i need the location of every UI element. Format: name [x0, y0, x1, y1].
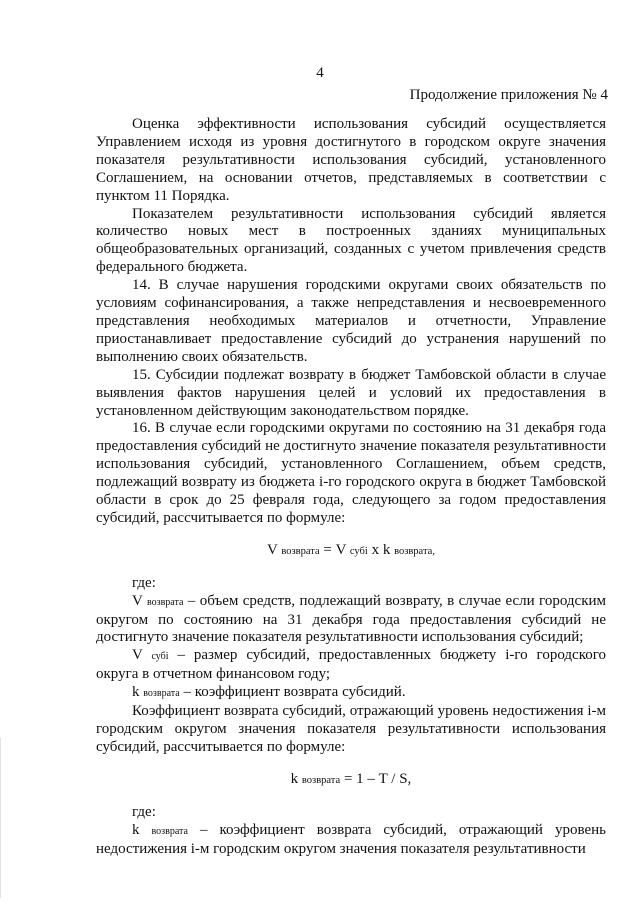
formula-refund-volume: V возврата = V субi х k возврата,	[267, 541, 435, 558]
page-number: 4	[316, 65, 324, 81]
appendix-continuation-label: Продолжение приложения № 4	[409, 87, 608, 103]
paragraph-item-16: 16. В случае если городскими округами по состоянию на 31 декабря года предоставления субсидий не достигнуто значение показателя результативности использования субсидий, установленного Соглашением, объем средств, подлежащий возврату из бюджета i-го городского округа в бюджет Тамбовской области в срок до 25 февраля года, следующего за годом предоставления субсидий, рассчитывается по формуле:	[96, 420, 606, 526]
formula-refund-coefficient: k возврата = 1 – T / S,	[290, 770, 412, 787]
where-label-second: где:	[132, 803, 156, 820]
definition-k-refund-extended: k возврата – коэффициент возврата субсидий, отражающий уровень недостижения i-м городским округом значения показателя результативности	[96, 821, 606, 857]
document-body	[96, 116, 606, 858]
paragraph-coefficient: Коэффициент возврата субсидий, отражающий уровень недостижения i-м городским округом значения показателя результативности использования субсидий, рассчитывается по формуле:	[96, 703, 606, 755]
definition-k-refund: k возврата – коэффициент возврата субсидий.	[132, 684, 406, 701]
paragraph-item-14: 14. В случае нарушения городскими округами своих обязательств по условиям софинансирования, а также непредставления и несвоевременного представления необходимых материалов и отчетности, Управление приостанавливает предоставление субсидий до устранения нарушений по выполнению своих обязательств.	[96, 277, 606, 365]
paragraph-performance-indicator: Показателем результативности использования субсидий является количество новых мест в построенных зданиях муниципальных общеобразовательных организаций, созданных с учетом привлечения средств федерального бюджета.	[96, 205, 606, 276]
paragraph-item-15: 15. Субсидии подлежат возврату в бюджет Тамбовской области в случае выявления фактов нарушения целей и условий их предоставления в установленном действующим законодательством порядке.	[96, 366, 606, 419]
definition-v-refund: V возврата – объем средств, подлежащий возврату, в случае если городским округом по состоянию на 31 декабря года предоставления субсидий не достигнуто значение показателя результативности использования субсидий;	[96, 592, 606, 646]
paragraph-efficiency-assessment: Оценка эффективности использования субсидий осуществляется Управлением исходя из уровня достигнутого в городском округе значения показателя результативности использования субсидий, установленного Соглашением, на основании отчетов, представляемых в соответствии с пунктом 11 Порядка.	[96, 116, 606, 204]
where-label: где:	[132, 574, 156, 591]
definition-v-subsidy: V субi – размер субсидий, предоставленных бюджету i-го городского округа в отчетном финансовом году;	[96, 647, 606, 683]
scan-edge-mark	[0, 738, 1, 898]
